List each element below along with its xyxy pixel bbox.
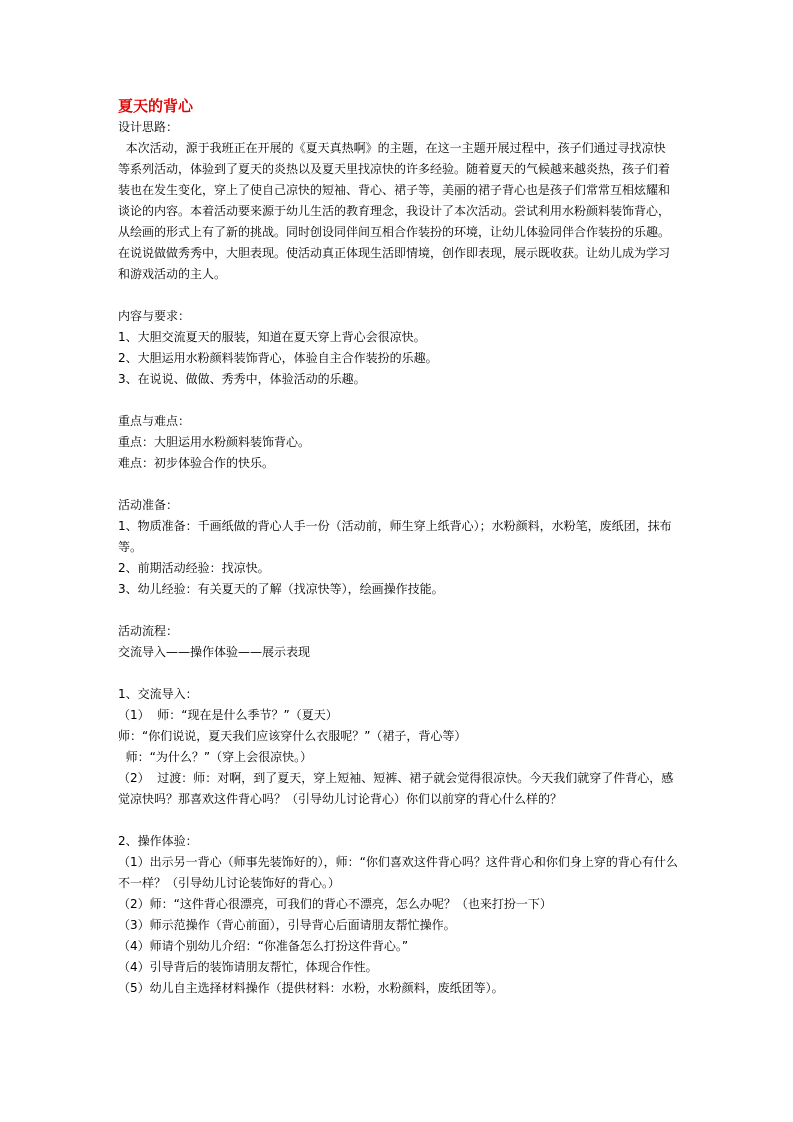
design-heading: 设计思路：: [118, 120, 179, 134]
requirements-heading: 内容与要求：: [118, 309, 191, 323]
intro-line: （2） 过渡：师：对啊，到了夏天，穿上短袖、短裤、裙子就会觉得很凉快。今天我们就穿了件背心，感: [118, 771, 674, 785]
intro-line: 觉凉快吗？那喜欢这件背心吗？（引导幼儿讨论背心）你们以前穿的背心什么样的？: [118, 792, 563, 806]
design-line: 和游戏活动的主人。: [118, 267, 227, 281]
operation-line: （4）师请个别幼儿介绍：“你准备怎么打扮这件背心。”: [118, 939, 409, 953]
document-title: 夏天的背心: [118, 97, 194, 115]
design-line: 从绘画的形式上有了新的挑战。同时创设同伴间互相合作装扮的环境，让幼儿体验同伴合作装扮的乐趣。: [118, 225, 671, 239]
process-flow: 交流导入——操作体验——展示表现: [118, 645, 311, 659]
intro-line: 师：“你们说说，夏天我们应该穿什么衣服呢？”（裙子，背心等）: [118, 729, 467, 743]
preparation-item: 等。: [118, 540, 143, 554]
design-line: 在说说做做秀秀中，大胆表现。使活动真正体现生活即情境，创作即表现，展示既收获。让幼儿成为学习: [118, 246, 671, 260]
design-line: 本次活动，源于我班正在开展的《夏天真热啊》的主题，在这一主题开展过程中，孩子们通过寻找凉快: [118, 141, 666, 155]
operation-line: （3）师示范操作（背心前面），引导背心后面请朋友帮忙操作。: [118, 918, 456, 932]
operation-line: （2）师：“这件背心很漂亮，可我们的背心不漂亮，怎么办呢？（也来打扮一下）: [118, 897, 552, 911]
intro-line: （1） 师：“现在是什么季节？”（夏天）: [118, 708, 338, 722]
document-page: [118, 96, 678, 999]
operation-heading: 2、操作体验：: [118, 834, 198, 848]
operation-line: （4）引导背后的装饰请朋友帮忙，体现合作性。: [118, 960, 378, 974]
requirement-item: 2、大胆运用水粉颜料装饰背心，体验自主合作装扮的乐趣。: [118, 351, 438, 365]
operation-line: （1）出示另一背心（师事先装饰好的），师：“你们喜欢这件背心吗？这件背心和你们身上穿的背心有什么: [118, 855, 678, 869]
design-line: 等系列活动，体验到了夏天的炎热以及夏天里找凉快的许多经验。随着夏天的气候越来越炎热，孩子们着: [118, 162, 671, 176]
requirement-item: 1、大胆交流夏天的服装，知道在夏天穿上背心会很凉快。: [118, 330, 426, 344]
preparation-heading: 活动准备：: [118, 498, 179, 512]
keypoint-item: 难点：初步体验合作的快乐。: [118, 456, 275, 470]
operation-line: （5）幼儿自主选择材料操作（提供材料：水粉，水粉颜料，废纸团等）。: [118, 981, 504, 995]
process-heading: 活动流程：: [118, 624, 179, 638]
preparation-item: 2、前期活动经验：找凉快。: [118, 561, 270, 575]
preparation-item: 3、幼儿经验：有关夏天的了解（找凉快等），绘画操作技能。: [118, 582, 444, 596]
keypoints-heading: 重点与难点：: [118, 414, 191, 428]
keypoint-item: 重点：大胆运用水粉颜料装饰背心。: [118, 435, 311, 449]
design-line: 装也在发生变化，穿上了使自己凉快的短袖、背心、裙子等，美丽的裙子背心也是孩子们常常互相炫耀和: [118, 183, 671, 197]
intro-line: 师：“为什么？”（穿上会很凉快。）: [118, 750, 313, 764]
operation-line: 不一样？（引导幼儿讨论装饰好的背心。）: [118, 876, 341, 890]
preparation-item: 1、物质准备：千画纸做的背心人手一份（活动前，师生穿上纸背心）；水粉颜料，水粉笔，废纸团，抹布: [118, 519, 672, 533]
intro-heading: 1、交流导入：: [118, 687, 198, 701]
requirement-item: 3、在说说、做做、秀秀中，体验活动的乐趣。: [118, 372, 366, 386]
design-line: 谈论的内容。本着活动要来源于幼儿生活的教育理念，我设计了本次活动。尝试利用水粉颜料装饰背心，: [118, 204, 671, 218]
